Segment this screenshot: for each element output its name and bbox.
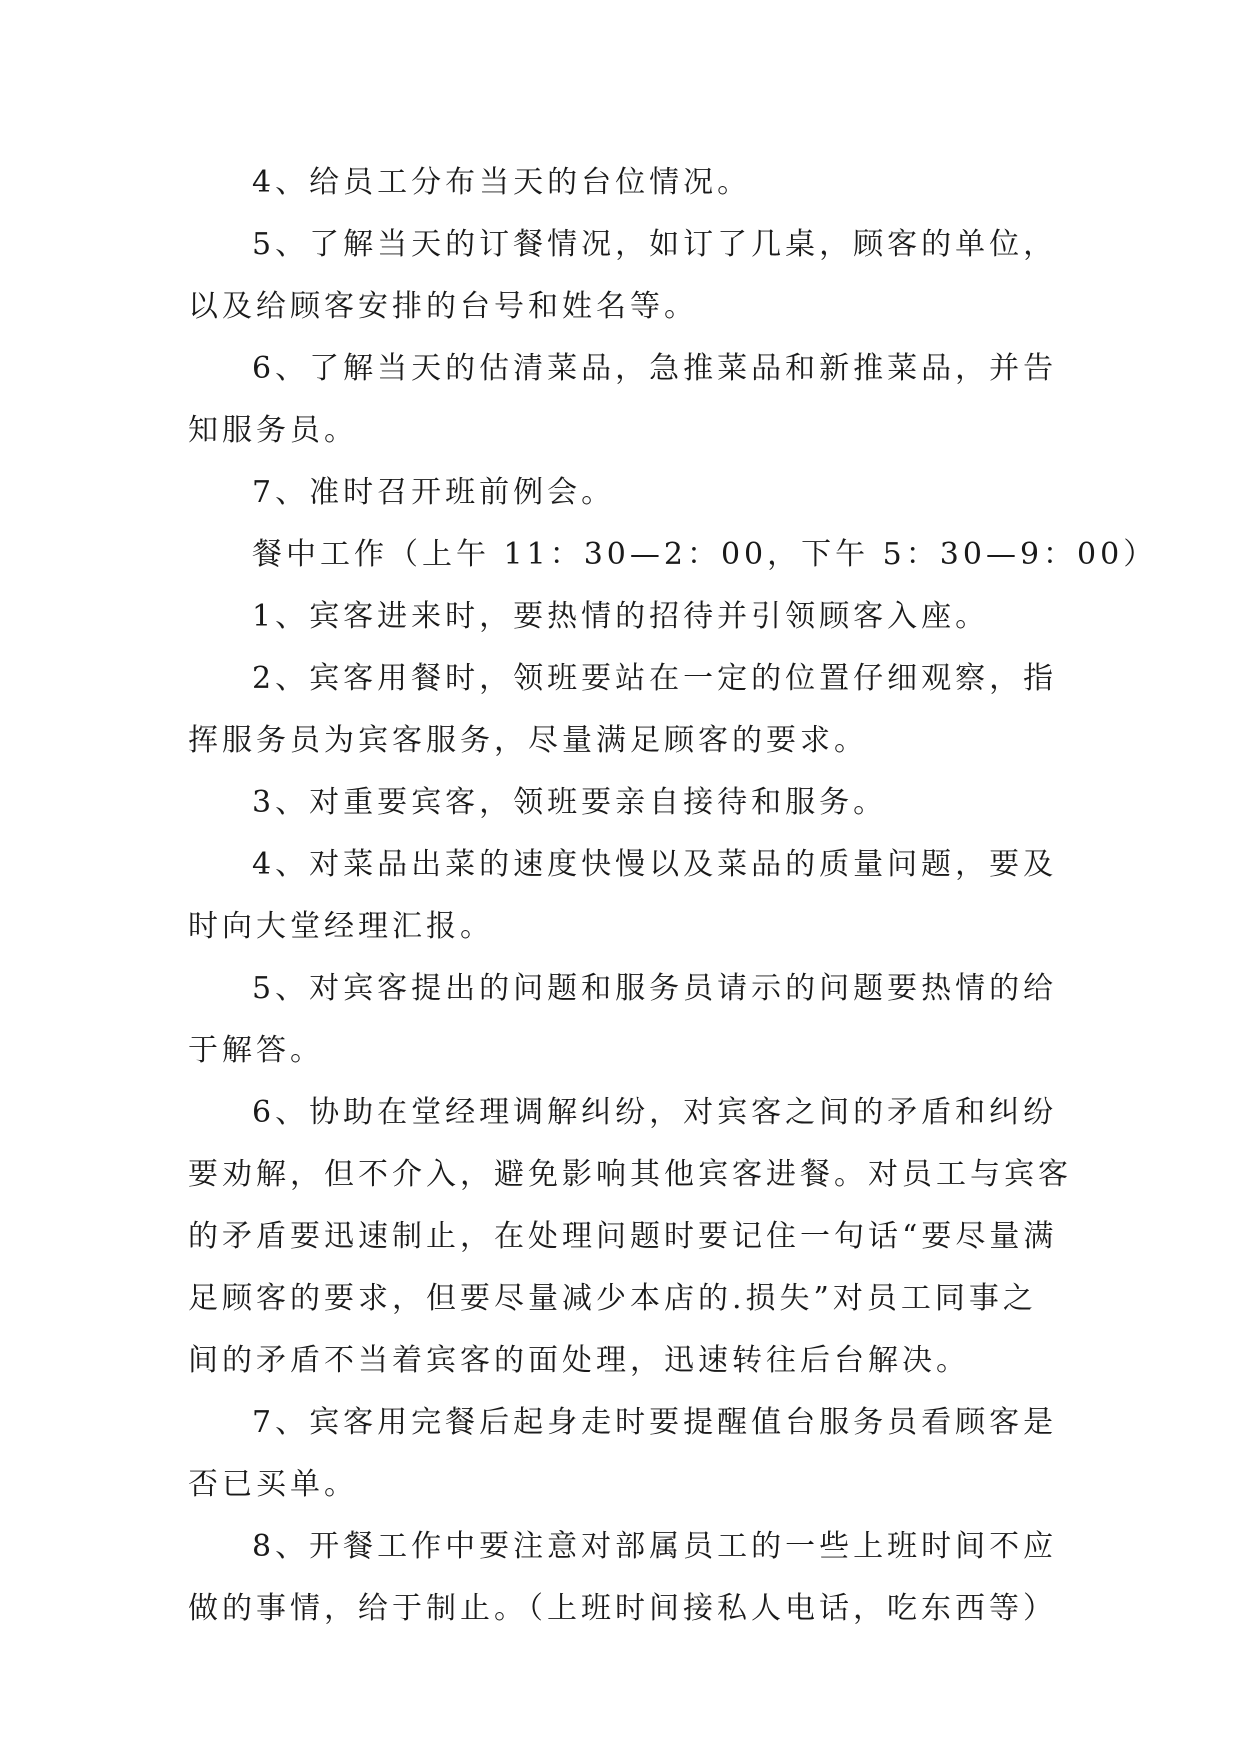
- text-line: 8、开餐工作中要注意对部属员工的一些上班时间不应: [252, 1529, 1058, 1564]
- text-line: 做的事情，给于制止。（上班时间接私人电话，吃东西等）: [188, 1591, 1057, 1626]
- text-line: 时向大堂经理汇报。: [188, 909, 494, 944]
- text-line: 2、宾客用餐时，领班要站在一定的位置仔细观察，指: [252, 661, 1058, 696]
- text-line: 间的矛盾不当着宾客的面处理，迅速转往后台解决。: [188, 1343, 970, 1378]
- section-heading: 餐中工作（上午 11：30—2：00，下午 5：30—9：00）: [252, 537, 1158, 572]
- text-line: 1、宾客进来时，要热情的招待并引领顾客入座。: [252, 599, 990, 634]
- text-line: 3、对重要宾客，领班要亲自接待和服务。: [252, 785, 888, 820]
- text-line: 足顾客的要求，但要尽量减少本店的.损失”对员工同事之: [188, 1281, 1037, 1316]
- text-line: 以及给顾客安排的台号和姓名等。: [188, 289, 698, 324]
- text-line: 6、了解当天的估清菜品，急推菜品和新推菜品，并告: [252, 351, 1058, 386]
- text-line: 5、对宾客提出的问题和服务员请示的问题要热情的给: [252, 971, 1058, 1006]
- text-line: 5、了解当天的订餐情况，如订了几桌，顾客的单位，: [252, 227, 1058, 262]
- text-line: 挥服务员为宾客服务，尽量满足顾客的要求。: [188, 723, 868, 758]
- text-line: 于解答。: [188, 1033, 324, 1068]
- text-line: 4、对菜品出菜的速度快慢以及菜品的质量问题，要及: [252, 847, 1058, 882]
- text-line: 知服务员。: [188, 413, 358, 448]
- text-line: 7、准时召开班前例会。: [252, 475, 616, 510]
- text-line: 要劝解，但不介入，避免影响其他宾客进餐。对员工与宾客: [188, 1157, 1072, 1192]
- text-line: 6、协助在堂经理调解纠纷，对宾客之间的矛盾和纠纷: [252, 1095, 1058, 1130]
- document-body: [188, 152, 1158, 1640]
- text-line: 4、给员工分布当天的台位情况。: [252, 165, 752, 200]
- text-line: 7、宾客用完餐后起身走时要提醒值台服务员看顾客是: [252, 1405, 1058, 1440]
- text-line: 否已买单。: [188, 1467, 358, 1502]
- text-line: 的矛盾要迅速制止，在处理问题时要记住一句话“要尽量满: [188, 1219, 1058, 1254]
